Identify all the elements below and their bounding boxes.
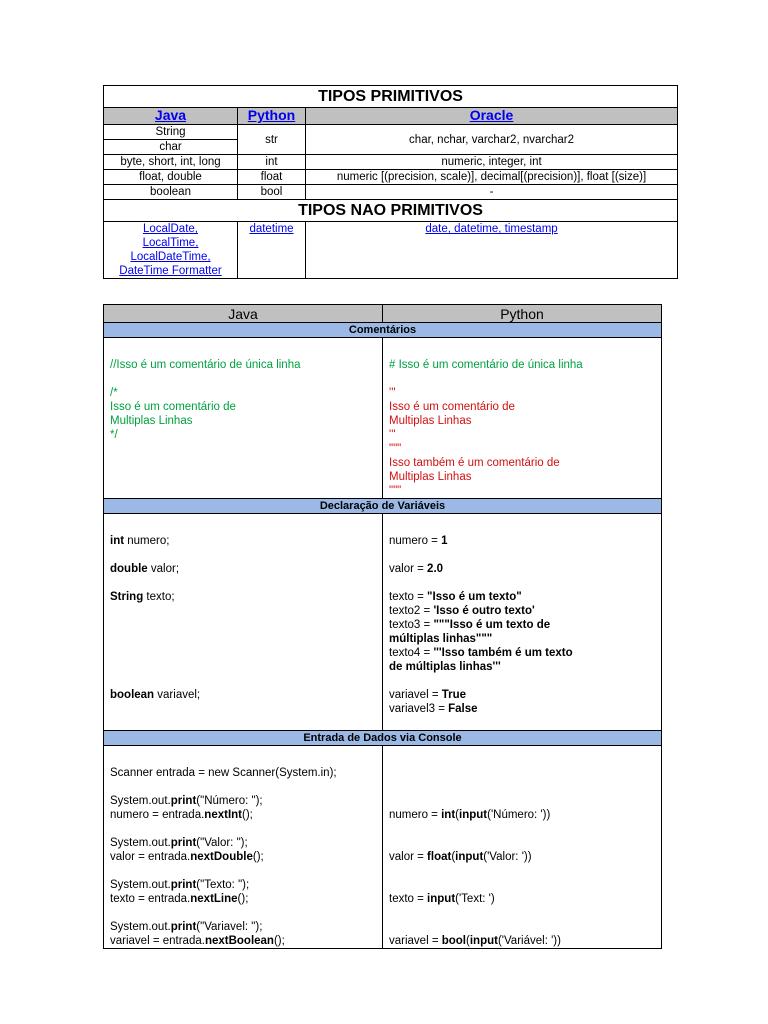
primitives-title: TIPOS PRIMITIVOS <box>104 86 678 108</box>
non-primitives-title: TIPOS NAO PRIMITIVOS <box>104 200 678 222</box>
python-variavel3-decl: variavel3 = False <box>389 703 478 715</box>
python-read-texto: texto = input('Text: ') <box>389 893 495 905</box>
header-python[interactable]: Python <box>238 108 306 125</box>
java-multi-comment-line: Multiplas Linhas <box>110 415 193 427</box>
link-datetime[interactable]: datetime <box>249 223 294 235</box>
float-java-cell: float, double <box>104 170 238 185</box>
link-oracle-date-types[interactable]: date, datetime, timestamp <box>425 223 558 235</box>
python-numero-decl: numero = 1 <box>389 535 448 547</box>
python-multi-comment-line: ''' <box>389 429 396 441</box>
int-oracle-cell: numeric, integer, int <box>306 155 678 170</box>
java-multi-comment-line: /* <box>110 387 118 399</box>
non-primitive-python-cell <box>238 222 306 279</box>
link-localdatetime[interactable]: LocalDateTime, <box>130 251 211 263</box>
comments-java-cell <box>104 338 383 499</box>
python-read-variavel: variavel = bool(input('Variável: ')) <box>389 935 561 947</box>
link-datetime-formatter[interactable]: DateTime Formatter <box>119 265 222 277</box>
section-console-input: Entrada de Dados via Console <box>104 731 662 746</box>
java-multi-comment-line: Isso é um comentário de <box>110 401 236 413</box>
int-python-cell: int <box>238 155 306 170</box>
python-valor-decl: valor = 2.0 <box>389 563 444 575</box>
python-texto4-decl-cont: de múltiplas linhas''' <box>389 661 501 673</box>
non-primitive-java-cell <box>104 222 238 279</box>
python-texto3-decl-cont: múltiplas linhas""" <box>389 633 493 645</box>
column-java: Java <box>104 305 383 323</box>
java-print-variavel: System.out.print("Variavel: "); <box>110 921 263 933</box>
python-texto4-decl: texto4 = '''Isso também é um texto <box>389 647 573 659</box>
section-variables: Declaração de Variáveis <box>104 499 662 514</box>
java-print-numero: System.out.print("Número: "); <box>110 795 263 807</box>
python-multi-comment-line: """ <box>389 443 402 455</box>
python-multi-comment-line: ''' <box>389 387 396 399</box>
java-read-numero: numero = entrada.nextInt(); <box>110 809 253 821</box>
char-type: char <box>104 139 237 154</box>
variables-java-cell <box>104 514 383 731</box>
python-multi-comment-line: Multiplas Linhas <box>389 415 472 427</box>
string-type: String <box>155 126 186 138</box>
string-oracle-cell: char, nchar, varchar2, nvarchar2 <box>306 125 678 155</box>
java-read-variavel: variavel = entrada.nextBoolean(); <box>110 935 285 947</box>
python-texto2-decl: texto2 = 'Isso é outro texto' <box>389 605 535 617</box>
java-string-decl: String texto; <box>110 591 175 603</box>
python-variavel-decl: variavel = True <box>389 689 467 701</box>
java-read-texto: texto = entrada.nextLine(); <box>110 893 249 905</box>
bool-python-cell: bool <box>238 185 306 200</box>
input-python-cell <box>383 746 662 949</box>
header-oracle[interactable]: Oracle <box>306 108 678 125</box>
section-comments: Comentários <box>104 323 662 338</box>
java-single-comment: //Isso é um comentário de única linha <box>110 359 301 371</box>
non-primitive-oracle-cell <box>306 222 678 279</box>
python-multi-comment-line: """ <box>389 485 402 497</box>
java-boolean-decl: boolean variavel; <box>110 689 201 701</box>
python-multi-comment-line: Isso também é um comentário de <box>389 457 560 469</box>
link-localtime[interactable]: LocalTime, <box>142 237 199 249</box>
java-print-texto: System.out.print("Texto: "); <box>110 879 250 891</box>
python-read-numero: numero = int(input('Número: ')) <box>389 809 551 821</box>
string-python-cell: str <box>238 125 306 155</box>
header-java[interactable]: Java <box>104 108 238 125</box>
bool-java-cell: boolean <box>104 185 238 200</box>
python-read-valor: valor = float(input('Valor: ')) <box>389 851 532 863</box>
variables-python-cell <box>383 514 662 731</box>
bool-oracle-cell: - <box>306 185 678 200</box>
input-java-cell <box>104 746 383 949</box>
float-oracle-cell: numeric [(precision, scale)], decimal[(precision)], float [(size)] <box>306 170 678 185</box>
java-int-decl: int numero; <box>110 535 170 547</box>
java-multi-comment-line: */ <box>110 429 118 441</box>
float-python-cell: float <box>238 170 306 185</box>
java-print-valor: System.out.print("Valor: "); <box>110 837 248 849</box>
int-java-cell: byte, short, int, long <box>104 155 238 170</box>
column-python: Python <box>383 305 662 323</box>
string-java-cell <box>104 125 238 155</box>
java-scanner-line: Scanner entrada = new Scanner(System.in); <box>110 767 337 779</box>
link-localdate[interactable]: LocalDate, <box>143 223 198 235</box>
python-texto-decl: texto = "Isso é um texto" <box>389 591 522 603</box>
python-multi-comment-line: Multiplas Linhas <box>389 471 472 483</box>
python-texto3-decl: texto3 = """Isso é um texto de <box>389 619 551 631</box>
python-single-comment: # Isso é um comentário de única linha <box>389 359 583 371</box>
primitive-types-table <box>103 85 678 279</box>
python-multi-comment-line: Isso é um comentário de <box>389 401 515 413</box>
java-python-comparison-table <box>103 304 662 949</box>
comments-python-cell <box>383 338 662 499</box>
java-double-decl: double valor; <box>110 563 180 575</box>
java-read-valor: valor = entrada.nextDouble(); <box>110 851 264 863</box>
